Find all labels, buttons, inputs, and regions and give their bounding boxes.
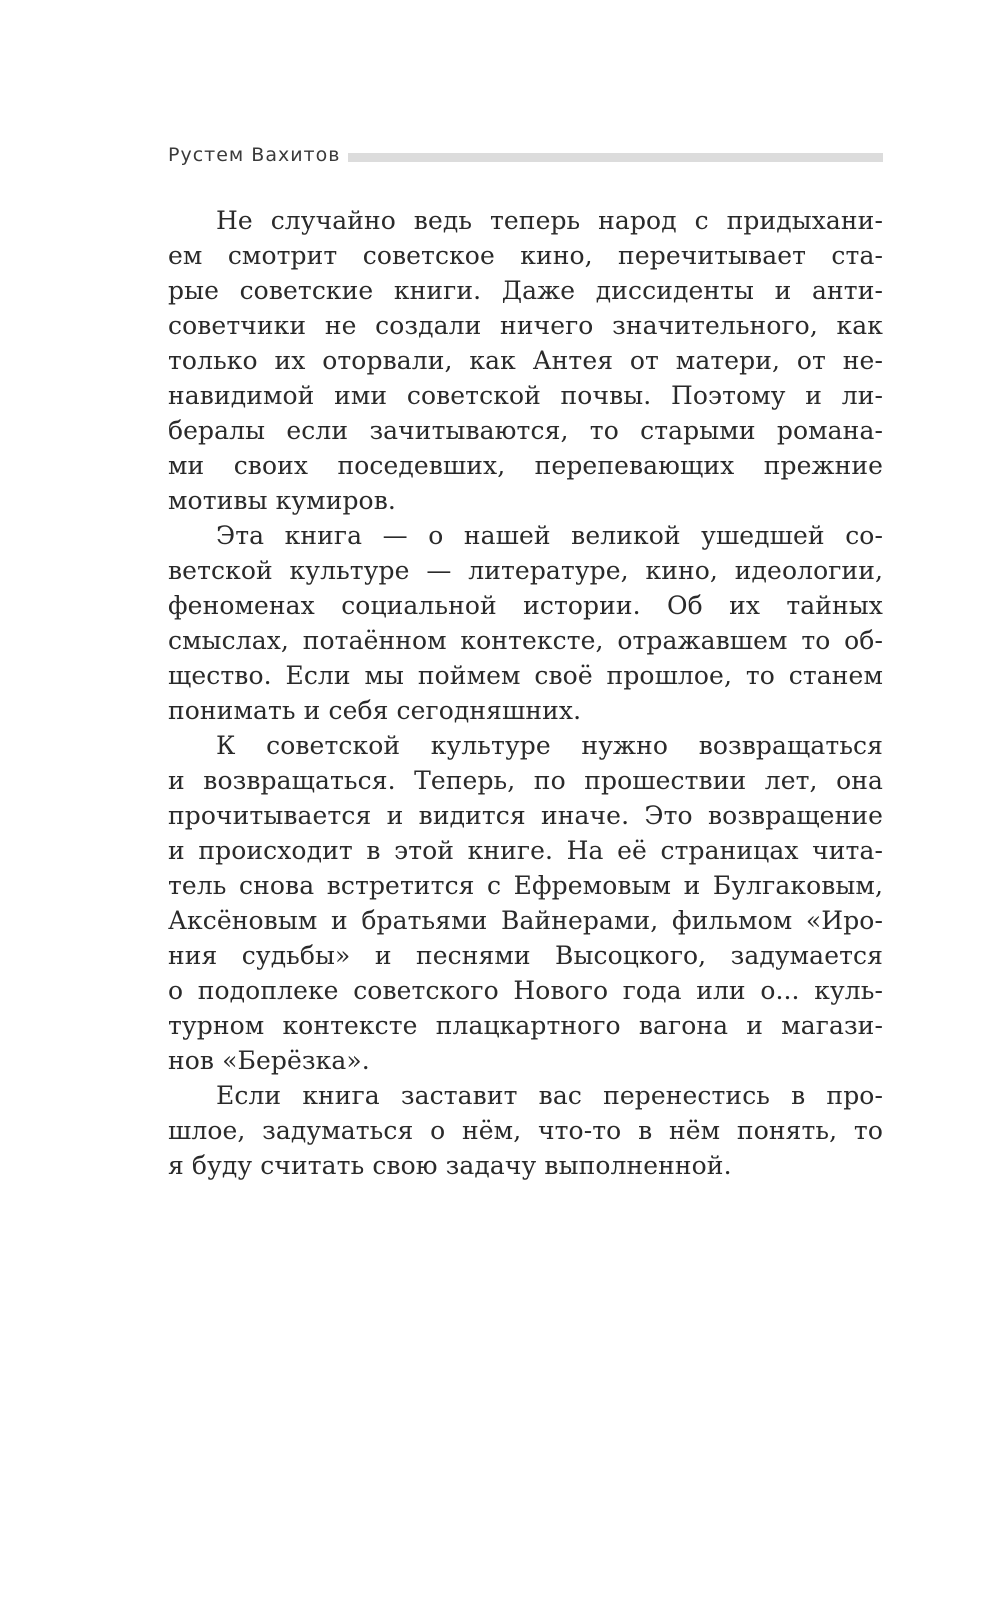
paragraph xyxy=(168,518,883,728)
text-line: понимать и себя сегодняшних. xyxy=(168,696,582,725)
text-line: Эта книга — о нашей великой ушедшей со- xyxy=(216,521,883,550)
text-line: К советской культуре нужно возвращаться xyxy=(216,731,883,760)
text-line: феноменах социальной истории. Об их тайных xyxy=(168,591,883,620)
text-line: ем смотрит советское кино, перечитывает ста- xyxy=(168,241,883,270)
text-line: смыслах, потаённом контексте, отражавшем то об- xyxy=(168,626,883,655)
text-line: мотивы кумиров. xyxy=(168,486,396,515)
text-line: рые советские книги. Даже диссиденты и анти- xyxy=(168,276,883,305)
paragraph xyxy=(168,1078,883,1183)
text-line: прочитывается и видится иначе. Это возвращение xyxy=(168,801,883,830)
text-line: турном контексте плацкартного вагона и магази- xyxy=(168,1011,883,1040)
text-line: шлое, задуматься о нём, что-то в нём понять, то xyxy=(168,1116,883,1145)
text-line: Если книга заставит вас перенестись в про- xyxy=(216,1081,883,1110)
running-head-author: Рустем Вахитов xyxy=(168,144,341,166)
text-line: бералы если зачитываются, то старыми романа- xyxy=(168,416,883,445)
running-head xyxy=(168,140,883,170)
text-line: советчики не создали ничего значительного, как xyxy=(168,311,883,340)
running-head-rule xyxy=(348,153,883,162)
text-line: нов «Берёзка». xyxy=(168,1046,370,1075)
text-line: щество. Если мы поймем своё прошлое, то станем xyxy=(168,661,883,690)
body-text xyxy=(168,203,883,1183)
text-line: ми своих поседевших, перепевающих прежние xyxy=(168,451,883,480)
text-line: ветской культуре — литературе, кино, идеологии, xyxy=(168,556,883,585)
text-line: и возвращаться. Теперь, по прошествии лет, она xyxy=(168,766,883,795)
text-line: навидимой ими советской почвы. Поэтому и ли- xyxy=(168,381,883,410)
text-line: я буду считать свою задачу выполненной. xyxy=(168,1151,732,1180)
paragraph xyxy=(168,728,883,1078)
text-line: Не случайно ведь теперь народ с придыхани- xyxy=(216,206,883,235)
paragraph xyxy=(168,203,883,518)
text-line: только их оторвали, как Антея от матери, от не- xyxy=(168,346,883,375)
text-line: о подоплеке советского Нового года или о... куль- xyxy=(168,976,883,1005)
text-line: и происходит в этой книге. На её страницах чита- xyxy=(168,836,883,865)
text-line: ния судьбы» и песнями Высоцкого, задумается xyxy=(168,941,883,970)
text-line: тель снова встретится с Ефремовым и Булгаковым, xyxy=(168,871,883,900)
text-line: Аксёновым и братьями Вайнерами, фильмом «Иро- xyxy=(168,906,883,935)
